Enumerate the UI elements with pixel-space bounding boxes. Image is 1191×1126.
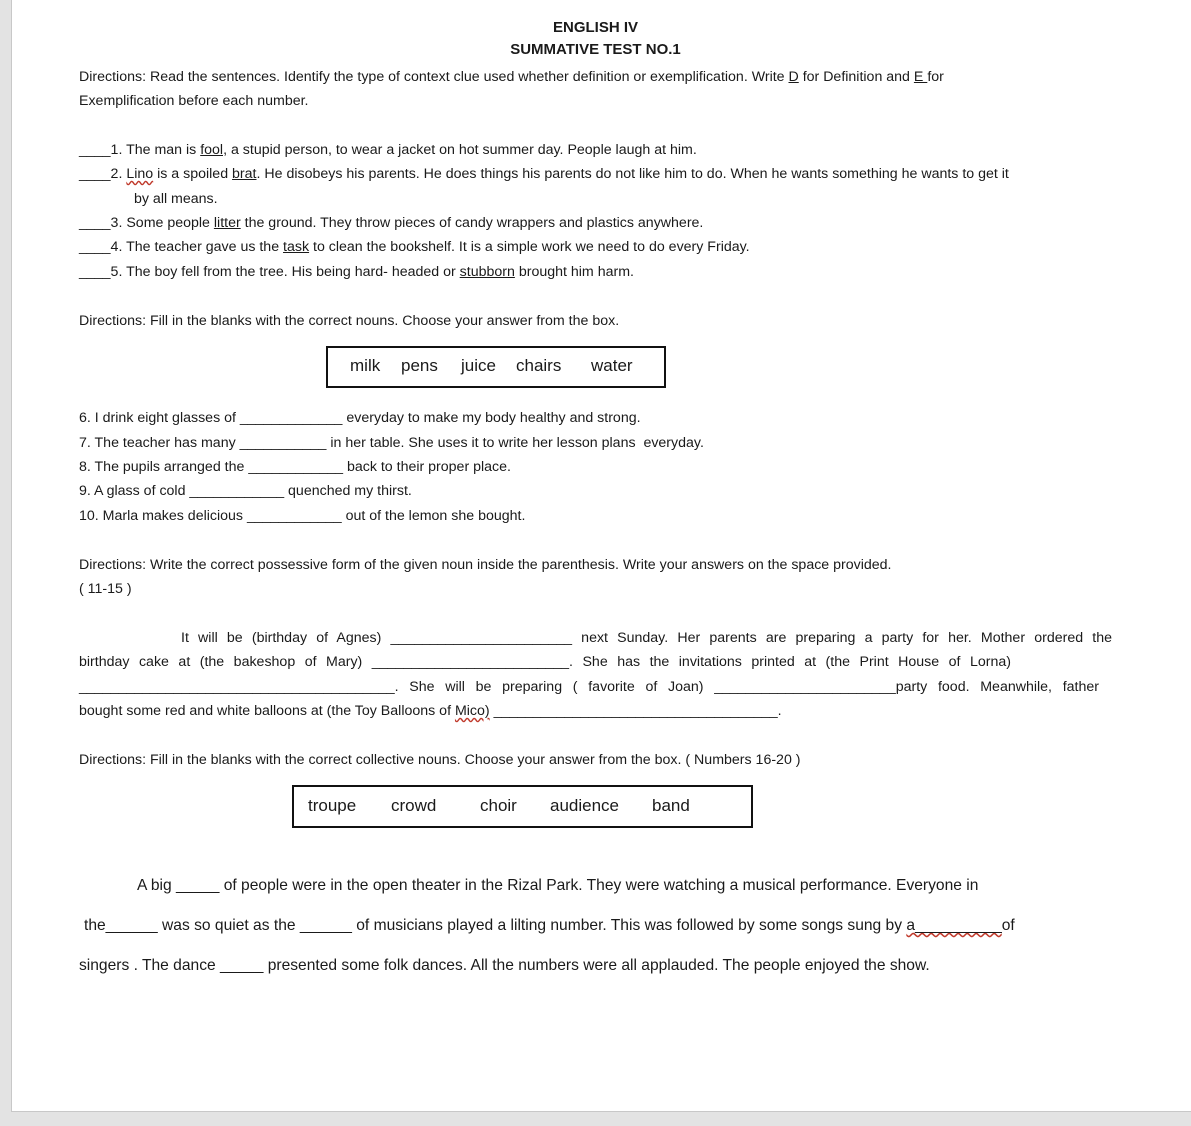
paragraph-line	[79, 702, 782, 720]
text-segment: brought him harm.	[514, 264, 634, 280]
text-segment: ( 11-15 )	[79, 581, 132, 597]
collective-noun-choice-box	[292, 785, 753, 828]
underlined-word: brat	[232, 166, 257, 182]
text-segment: ____1. The man is	[79, 142, 201, 158]
text-segment: 9. A glass of cold ____________ quenched my thirst.	[79, 483, 412, 499]
spellcheck-flagged-text: Lino	[126, 166, 154, 182]
text-segment: to clean the bookshelf. It is a simple work we need to do every Friday.	[309, 239, 750, 255]
question-item	[79, 263, 634, 281]
text-segment: ____5. The boy fell from the tree. His being hard- headed or	[79, 264, 460, 280]
text-segment: ____3. Some people	[79, 215, 214, 231]
directions-line	[79, 751, 801, 769]
paragraph-line	[181, 629, 1112, 647]
text-segment: ____________________________________.	[489, 703, 782, 719]
directions-line	[79, 556, 892, 574]
paragraph-line	[84, 917, 1015, 935]
document-title: ENGLISH IV	[552, 19, 638, 36]
text-segment: of	[1001, 917, 1015, 934]
text-segment: A big _____ of people were in the open theater in the Rizal Park. They were watching a musical performance. Everyone in	[137, 877, 979, 894]
text-segment: 10. Marla makes delicious ____________ out of the lemon she bought.	[79, 508, 526, 524]
text-segment: a stupid person, to wear a jacket on hot summer day. People laugh at him.	[227, 142, 697, 158]
word-choice: choir	[480, 796, 517, 815]
text-segment: Directions: Fill in the blanks with the correct collective nouns. Choose your answer from the box. ( Numbers 16-20 )	[79, 752, 801, 768]
word-choice: band	[652, 796, 690, 815]
spellcheck-flagged-text: a__________	[906, 917, 1002, 934]
text-segment: Exemplification before each number.	[79, 93, 309, 109]
underlined-word: E	[913, 69, 928, 85]
question-item	[79, 165, 1009, 183]
text-segment: 7. The teacher has many ___________ in her table. She uses it to write her lesson plans everyday.	[79, 435, 704, 451]
word-choice: chairs	[516, 356, 562, 375]
question-item-continued	[134, 190, 218, 208]
paragraph-line	[79, 653, 1011, 671]
question-item	[79, 141, 697, 159]
text-segment: 8. The pupils arranged the ____________ back to their proper place.	[79, 459, 511, 475]
question-item	[79, 238, 750, 256]
text-segment: Directions: Read the sentences. Identify the type of context clue used whether definition or exemplification. Write	[79, 69, 789, 85]
directions-line	[79, 312, 619, 330]
underlined-word: task	[283, 239, 310, 255]
word-choice: troupe	[308, 796, 357, 815]
paragraph-line	[137, 877, 978, 895]
directions-line	[79, 68, 944, 86]
directions-line	[79, 92, 309, 110]
text-segment: birthday cake at (the bakeshop of Mary) _________________________. She has the invitations printed at (the Print House of Lorna)	[79, 654, 1011, 670]
text-segment: Directions: Write the correct possessive form of the given noun inside the parenthesis. Write your answers on the space provided.	[79, 557, 892, 573]
fill-blank-item	[79, 434, 704, 452]
text-segment: ________________________________________. She will be preparing ( favorite of Joan) _______________________party food. Meanwhile, father	[79, 679, 1099, 695]
word-choice: juice	[461, 356, 496, 375]
fill-blank-item	[79, 507, 525, 525]
text-segment: 6. I drink eight glasses of _____________ everyday to make my body healthy and strong.	[79, 410, 641, 426]
text-segment: for	[927, 69, 944, 85]
text-segment: It will be (birthday of Agnes) _______________________ next Sunday. Her parents are preparing a party for her. Mother ordered the	[181, 630, 1112, 646]
fill-blank-item	[79, 482, 412, 500]
underlined-word: D	[788, 69, 799, 85]
text-segment: ____4. The teacher gave us the	[79, 239, 284, 255]
fill-blank-item	[79, 458, 511, 476]
underlined-word: stubborn	[459, 264, 515, 280]
text-segment: the ground. They throw pieces of candy wrappers and plastics anywhere.	[240, 215, 704, 231]
fill-blank-item	[79, 409, 641, 427]
paragraph-line	[79, 957, 930, 975]
word-choice: water	[591, 356, 633, 375]
text-segment: . He disobeys his parents. He does things his parents do not like him to do. When he wants something he wants to get it	[256, 166, 1009, 182]
text-segment: by all means.	[134, 191, 218, 207]
word-choice: milk	[350, 356, 381, 375]
underlined-word: litter	[213, 215, 241, 231]
noun-choice-box	[326, 346, 666, 388]
directions-line	[79, 580, 132, 598]
question-item	[79, 214, 703, 232]
text-segment: bought some red and white balloons at (the Toy Balloons of	[79, 703, 455, 719]
underlined-word: fool,	[200, 142, 228, 158]
text-segment: singers . The dance _____ presented some folk dances. All the numbers were all applauded. The people enjoyed the show.	[79, 957, 930, 974]
text-segment: for Definition and	[798, 69, 914, 85]
document-subtitle: SUMMATIVE TEST NO.1	[510, 41, 681, 58]
word-choice: audience	[550, 796, 620, 815]
word-choice: crowd	[391, 796, 437, 815]
text-segment: Directions: Fill in the blanks with the correct nouns. Choose your answer from the box.	[79, 313, 620, 329]
paragraph-line	[79, 678, 1099, 696]
word-choice: pens	[401, 356, 438, 375]
text-segment: ____2.	[79, 166, 127, 182]
spellcheck-flagged-text: Mico)	[454, 703, 490, 719]
text-segment: is a spoiled	[153, 166, 233, 182]
text-segment: the______ was so quiet as the ______ of musicians played a lilting number. This was followed by some songs sung by	[84, 917, 907, 934]
